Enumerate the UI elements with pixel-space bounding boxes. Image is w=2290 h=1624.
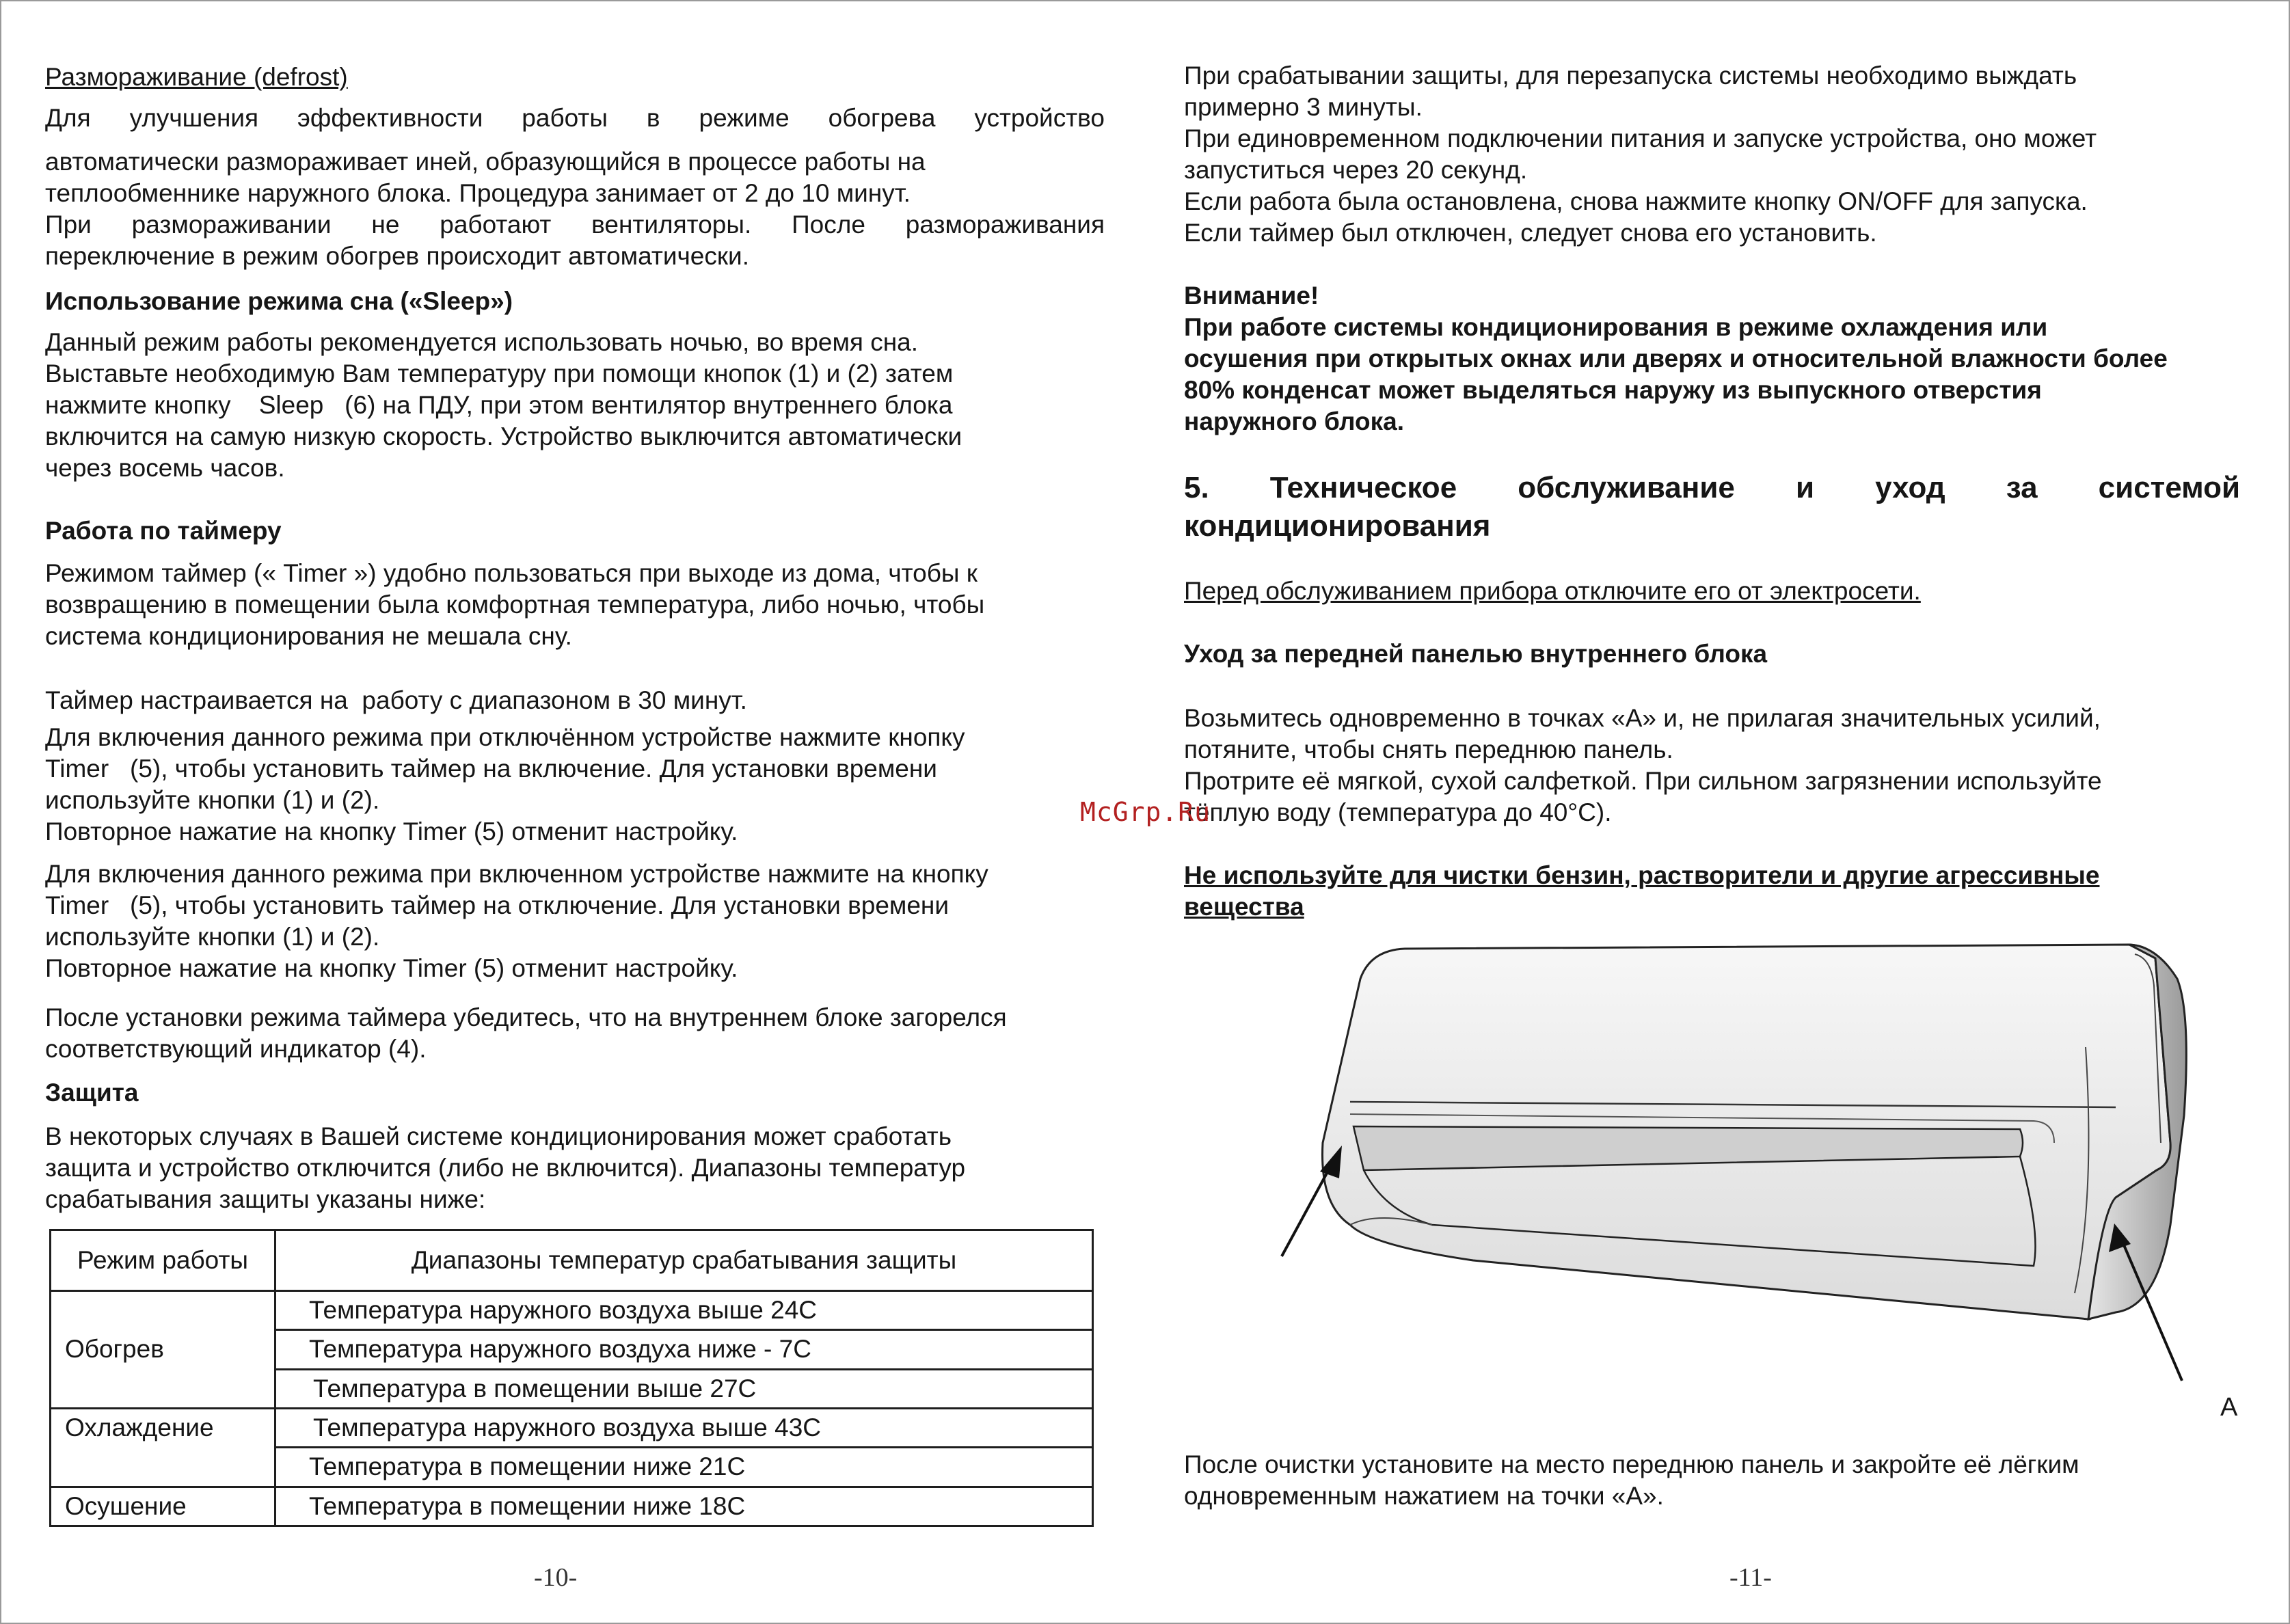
panel-care-text-line: тёплую воду (температура до 40°С).: [1184, 798, 1612, 826]
section-title-line: 5. Техническое обслуживание и уход за системой: [1184, 471, 2240, 504]
panel-care-text-line: потяните, чтобы снять переднюю панель.: [1184, 735, 1673, 763]
table-row: [51, 1291, 1093, 1330]
restart-text-line: При срабатывании защиты, для перезапуска системы необходимо выждать: [1184, 62, 2077, 90]
timer-off-text-line: Timer (5), чтобы установить таймер на отключение. Для установки времени: [45, 891, 949, 919]
table-header-row: [51, 1230, 1093, 1291]
timer-on-text-line: Timer (5), чтобы установить таймер на включение. Для установки времени: [45, 755, 937, 783]
timer-text-line: Режимом таймер (« Timer ») удобно пользоваться при выходе из дома, чтобы к: [45, 559, 978, 587]
sleep-text-line: включится на самую низкую скорость. Устройство выключится автоматически: [45, 422, 962, 450]
timer-off-text-line: используйте кнопки (1) и (2).: [45, 923, 380, 951]
timer-text-line: возвращению в помещении была комфортная температура, либо ночью, чтобы: [45, 591, 985, 619]
timer-text-line: Таймер настраивается на работу с диапазоном в 30 минут.: [45, 686, 747, 714]
restart-text-line: Если таймер был отключен, следует снова его установить.: [1184, 219, 1877, 247]
table-cell-mode: Осушение: [51, 1487, 275, 1526]
reinstall-text-line: одновременным нажатием на точки «А».: [1184, 1482, 1664, 1510]
no-chemicals-warning-line: вещества: [1184, 893, 1304, 921]
timer-off-text-line: Для включения данного режима при включенном устройстве нажмите на кнопку: [45, 860, 988, 888]
defrost-text-line: переключение в режим обогрев происходит автоматически.: [45, 242, 749, 270]
timer-on-text-line: Для включения данного режима при отключённом устройстве нажмите кнопку: [45, 723, 965, 751]
sleep-text-line: через восемь часов.: [45, 454, 285, 482]
table-cell-range: Температура в помещении ниже 18С: [275, 1487, 1093, 1526]
restart-text-line: При единовременном подключении питания и запуске устройства, оно может: [1184, 124, 2097, 152]
defrost-text-line: теплообменнике наружного блока. Процедура занимает от 2 до 10 минут.: [45, 179, 911, 207]
section-title-line: кондиционирования: [1184, 509, 1491, 543]
watermark: McGrp.Ru: [1080, 797, 1211, 827]
page-number-left: -10-: [534, 1563, 578, 1592]
warning-title: Внимание!: [1184, 282, 1319, 310]
no-chemicals-warning-line: Не используйте для чистки бензин, растворители и другие агрессивные: [1184, 861, 2100, 889]
sleep-text-line: нажмите кнопку Sleep (6) на ПДУ, при этом вентилятор внутреннего блока: [45, 391, 953, 419]
table-cell-range: Температура наружного воздуха ниже - 7С: [275, 1330, 1093, 1369]
timer-text-line: система кондиционирования не мешала сну.: [45, 622, 572, 650]
warning-text-line: наружного блока.: [1184, 407, 1404, 435]
page-number-right: -11-: [1729, 1563, 1772, 1592]
panel-care-text-line: Возьмитесь одновременно в точках «А» и, не прилагая значительных усилий,: [1184, 704, 2101, 732]
defrost-text-line: При размораживании не работают вентиляторы. После размораживания: [45, 211, 1105, 239]
sleep-title: Использование режима сна («Sleep»): [45, 287, 513, 315]
table-cell-range: Температура в помещении ниже 21С: [275, 1448, 1093, 1487]
unplug-notice: Перед обслуживанием прибора отключите его от электросети.: [1184, 577, 1921, 605]
protect-text-line: защита и устройство отключится (либо не включится). Диапазоны температур: [45, 1154, 966, 1182]
table-row: [51, 1487, 1093, 1526]
warning-text-line: осушения при открытых окнах или дверях и относительной влажности более: [1184, 344, 2168, 373]
table-header-range: Диапазоны температур срабатывания защиты: [275, 1230, 1093, 1291]
panel-care-text-line: Протрите её мягкой, сухой салфеткой. При сильном загрязнении используйте: [1184, 767, 2102, 795]
protect-title: Защита: [45, 1079, 139, 1107]
timer-title: Работа по таймеру: [45, 517, 282, 545]
table-cell-range: Температура наружного воздуха выше 24С: [275, 1291, 1093, 1330]
air-conditioner-illustration: [1268, 938, 2198, 1430]
ac-unit-body: [1323, 945, 2187, 1319]
table-cell-mode: Обогрев: [51, 1291, 275, 1409]
defrost-text-line: автоматически размораживает иней, образующийся в процессе работы на: [45, 148, 926, 176]
sleep-text-line: Выставьте необходимую Вам температуру при помощи кнопок (1) и (2) затем: [45, 360, 954, 388]
restart-text-line: примерно 3 минуты.: [1184, 93, 1423, 121]
table-cell-range: Температура наружного воздуха выше 43С: [275, 1408, 1093, 1447]
timer-off-text-line: Повторное нажатие на кнопку Timer (5) отменит настройку.: [45, 954, 738, 982]
warning-text-line: 80% конденсат может выделяться наружу из выпускного отверстия: [1184, 376, 2042, 404]
point-a-label: А: [2220, 1393, 2238, 1422]
protect-text-line: срабатывания защиты указаны ниже:: [45, 1185, 486, 1213]
timer-on-text-line: используйте кнопки (1) и (2).: [45, 786, 380, 814]
panel-care-title: Уход за передней панелью внутреннего блока: [1184, 640, 1768, 668]
sleep-text-line: Данный режим работы рекомендуется использовать ночью, во время сна.: [45, 328, 918, 356]
protection-table: [49, 1229, 1094, 1527]
protect-text-line: В некоторых случаях в Вашей системе кондиционирования может сработать: [45, 1122, 952, 1150]
after-text-line: После установки режима таймера убедитесь, что на внутреннем блоке загорелся: [45, 1003, 1007, 1031]
reinstall-text-line: После очистки установите на место переднюю панель и закройте её лёгким: [1184, 1450, 2079, 1478]
table-cell-mode: Охлаждение: [51, 1408, 275, 1487]
defrost-text-line: Для улучшения эффективности работы в режиме обогрева устройство: [45, 104, 1105, 132]
table-header-mode: Режим работы: [51, 1230, 275, 1291]
table-row: [51, 1408, 1093, 1447]
table-cell-range: Температура в помещении выше 27С: [275, 1369, 1093, 1408]
timer-on-text-line: Повторное нажатие на кнопку Timer (5) отменит настройку.: [45, 817, 738, 845]
restart-text-line: Если работа была остановлена, снова нажмите кнопку ON/OFF для запуска.: [1184, 187, 2088, 215]
after-text-line: соответствующий индикатор (4).: [45, 1035, 427, 1063]
defrost-title: Размораживание (defrost): [45, 63, 348, 91]
warning-text-line: При работе системы кондиционирования в режиме охлаждения или: [1184, 313, 2048, 341]
restart-text-line: запуститься через 20 секунд.: [1184, 156, 1528, 184]
